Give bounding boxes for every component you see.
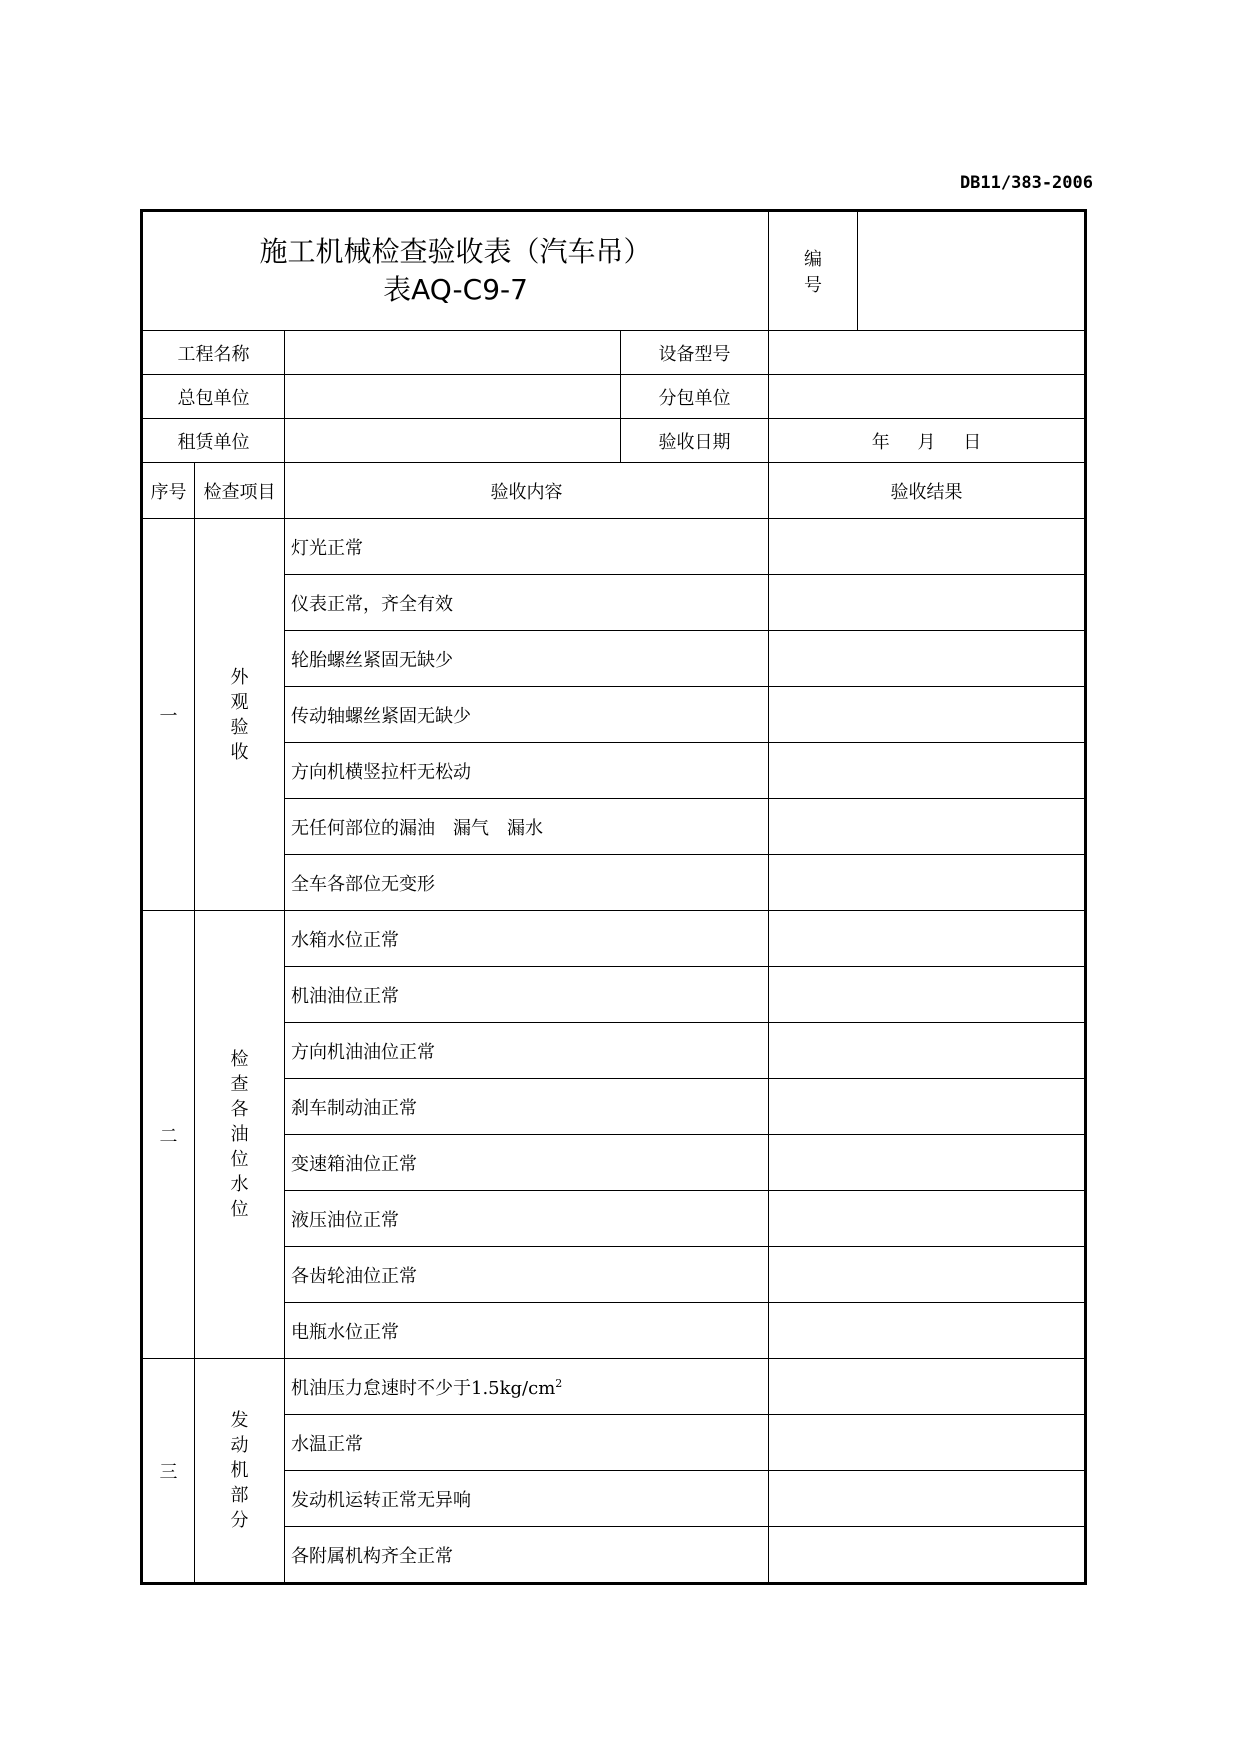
section-check-item-char: 各 [230, 1099, 249, 1120]
header-seq: 序号 [142, 463, 195, 519]
inspection-result-field[interactable] [769, 743, 1086, 799]
inspection-row [142, 911, 1086, 967]
section-check-item-char: 收 [230, 741, 249, 763]
info-row-project [142, 331, 1086, 375]
code-label: 编号 [769, 211, 858, 331]
inspection-content-text: 水温正常 [291, 1433, 363, 1455]
inspection-content-text: 无任何部位的漏油 漏气 漏水 [291, 817, 543, 839]
title-row [142, 211, 1086, 331]
inspection-content [285, 799, 769, 855]
section-check-item-char: 检 [230, 1049, 249, 1070]
section-check-item-char: 油 [230, 1124, 249, 1145]
inspection-content [285, 743, 769, 799]
inspection-content [285, 631, 769, 687]
inspection-content [285, 1415, 769, 1471]
inspection-result-field[interactable] [769, 575, 1086, 631]
section-check-item [195, 1359, 285, 1584]
general-contractor-field[interactable] [285, 375, 621, 419]
inspection-content-text: 灯光正常 [291, 537, 363, 559]
inspection-content-text: 发动机运转正常无异响 [291, 1489, 471, 1511]
section-check-item-char: 查 [230, 1074, 249, 1095]
inspection-content-text: 各附属机构齐全正常 [291, 1545, 453, 1567]
section-check-item-char: 动 [230, 1435, 249, 1456]
section-check-item-char: 发 [230, 1410, 249, 1431]
inspection-result-field[interactable] [769, 1135, 1086, 1191]
inspection-form-table [140, 209, 1087, 1585]
inspection-content-text: 机油压力怠速时不少于1.5kg/cm [291, 1377, 556, 1399]
title-cell [142, 211, 769, 331]
inspection-result-field[interactable] [769, 799, 1086, 855]
inspection-content [285, 967, 769, 1023]
info-row-contractor [142, 375, 1086, 419]
section-check-item-char: 水 [230, 1174, 249, 1195]
section-seq: 三 [142, 1359, 195, 1584]
inspection-content [285, 575, 769, 631]
inspection-content [285, 1079, 769, 1135]
inspection-result-field[interactable] [769, 519, 1086, 575]
inspection-content [285, 1135, 769, 1191]
inspection-content [285, 687, 769, 743]
header-content: 验收内容 [285, 463, 769, 519]
section-seq: 一 [142, 519, 195, 911]
header-result: 验收结果 [769, 463, 1086, 519]
project-name-label: 工程名称 [142, 331, 285, 375]
inspection-result-field[interactable] [769, 855, 1086, 911]
standard-code: DB11/383-2006 [959, 173, 1093, 193]
equipment-model-field[interactable] [769, 331, 1086, 375]
inspection-content [285, 1471, 769, 1527]
inspection-result-field[interactable] [769, 1359, 1086, 1415]
section-check-item-char: 机 [230, 1460, 249, 1481]
unit-superscript: 2 [555, 1376, 563, 1390]
inspection-result-field[interactable] [769, 1527, 1086, 1584]
inspection-result-field[interactable] [769, 1303, 1086, 1359]
inspection-content [285, 1023, 769, 1079]
inspection-result-field[interactable] [769, 1415, 1086, 1471]
header-item: 检查项目 [195, 463, 285, 519]
inspection-row [142, 1359, 1086, 1415]
inspection-content-text: 全车各部位无变形 [291, 873, 435, 895]
section-check-item [195, 911, 285, 1359]
inspection-sections [142, 519, 1086, 1584]
section-check-item-char: 分 [230, 1510, 249, 1531]
inspection-content-text: 轮胎螺丝紧固无缺少 [291, 649, 453, 671]
inspection-result-field[interactable] [769, 1079, 1086, 1135]
inspection-result-field[interactable] [769, 1191, 1086, 1247]
inspection-content [285, 1191, 769, 1247]
leasing-unit-label: 租赁单位 [142, 419, 285, 463]
inspection-result-field[interactable] [769, 1471, 1086, 1527]
section-check-item-char: 验 [230, 716, 249, 738]
subcontractor-field[interactable] [769, 375, 1086, 419]
section-check-item-char: 位 [230, 1199, 249, 1220]
inspection-content-text: 水箱水位正常 [291, 929, 399, 951]
inspection-content-text: 传动轴螺丝紧固无缺少 [291, 705, 471, 727]
form-title: 施工机械检查验收表（汽车吊） [259, 235, 652, 268]
section-check-item-char: 位 [230, 1149, 249, 1170]
inspection-content-text: 机油油位正常 [291, 985, 399, 1007]
inspection-content-text: 刹车制动油正常 [291, 1097, 417, 1119]
inspection-result-field[interactable] [769, 967, 1086, 1023]
inspection-content [285, 855, 769, 911]
project-name-field[interactable] [285, 331, 621, 375]
inspection-content-text: 各齿轮油位正常 [291, 1265, 417, 1287]
inspection-result-field[interactable] [769, 1247, 1086, 1303]
acceptance-date-field[interactable]: 年 月 日 [769, 419, 1086, 463]
section-check-item-char: 观 [230, 691, 249, 713]
section-check-item-char: 外 [230, 666, 249, 688]
general-contractor-label: 总包单位 [142, 375, 285, 419]
inspection-content [285, 911, 769, 967]
section-check-item [195, 519, 285, 911]
inspection-content-text: 仪表正常，齐全有效 [291, 593, 453, 615]
inspection-content-text: 变速箱油位正常 [291, 1153, 417, 1175]
inspection-result-field[interactable] [769, 911, 1086, 967]
inspection-content-text: 液压油位正常 [291, 1209, 399, 1231]
inspection-result-field[interactable] [769, 1023, 1086, 1079]
form-subtitle: 表AQ-C9-7 [383, 273, 528, 306]
column-header-row [142, 463, 1086, 519]
section-check-item-char: 部 [230, 1485, 249, 1506]
inspection-content-text: 方向机油油位正常 [291, 1041, 435, 1063]
inspection-content [285, 1247, 769, 1303]
leasing-unit-field[interactable] [285, 419, 621, 463]
inspection-result-field[interactable] [769, 631, 1086, 687]
inspection-content [285, 1303, 769, 1359]
inspection-content [285, 1527, 769, 1584]
inspection-content-text: 电瓶水位正常 [291, 1321, 399, 1343]
inspection-row [142, 519, 1086, 575]
info-row-leasing [142, 419, 1086, 463]
acceptance-date-label: 验收日期 [621, 419, 769, 463]
inspection-result-field[interactable] [769, 687, 1086, 743]
section-seq: 二 [142, 911, 195, 1359]
inspection-content [285, 1359, 769, 1415]
equipment-model-label: 设备型号 [621, 331, 769, 375]
subcontractor-label: 分包单位 [621, 375, 769, 419]
code-value-field[interactable] [858, 211, 1086, 331]
inspection-content-text: 方向机横竖拉杆无松动 [291, 761, 471, 783]
inspection-content [285, 519, 769, 575]
